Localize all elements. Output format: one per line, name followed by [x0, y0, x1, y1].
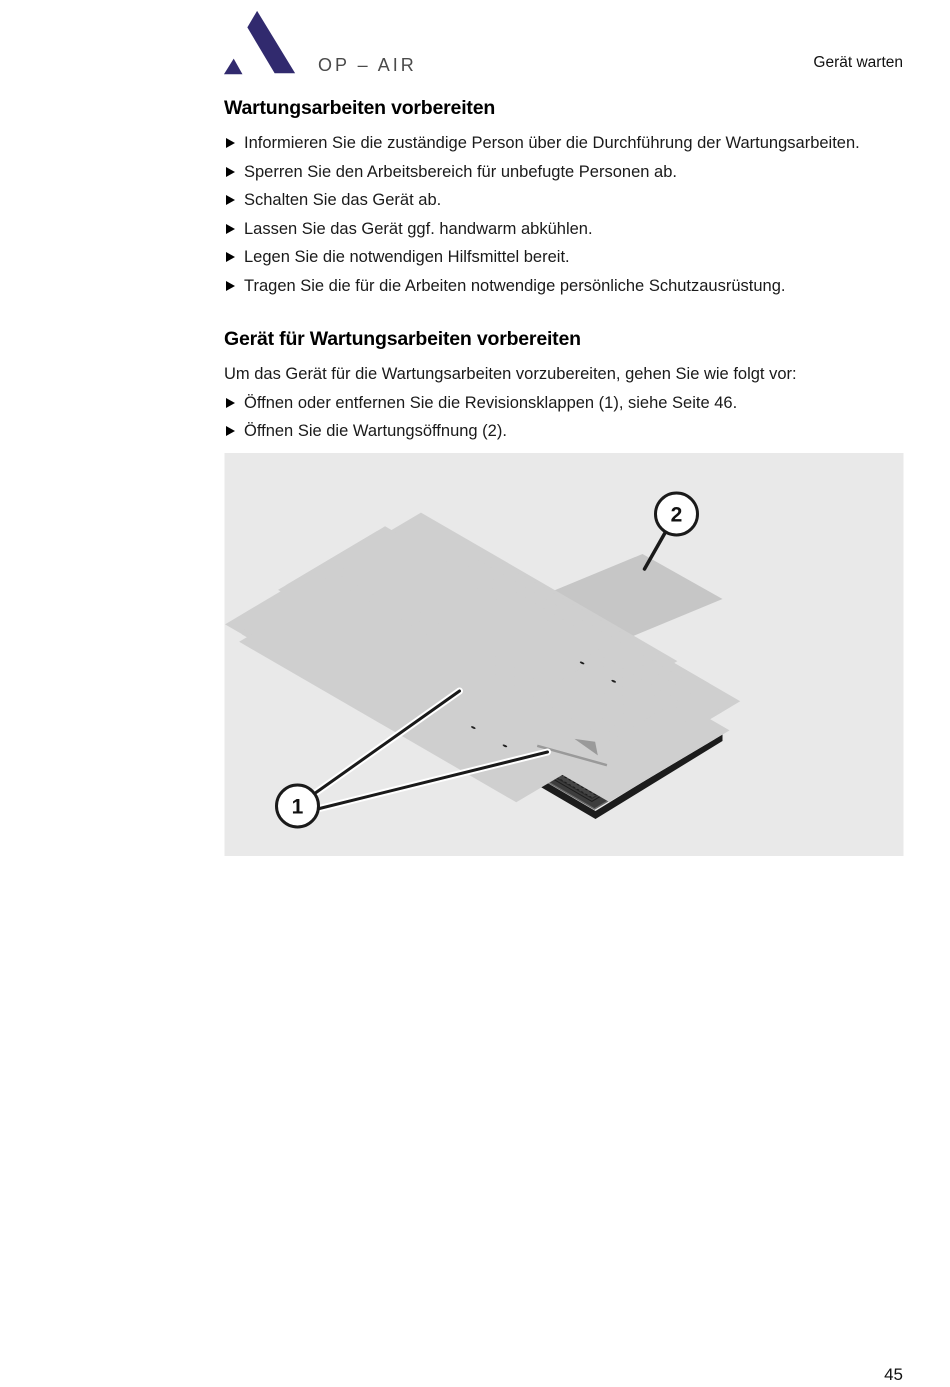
callout-1-label: 1 — [291, 795, 304, 818]
device-illustration — [224, 453, 904, 856]
step-text: Legen Sie die notwendigen Hilfsmittel bereit. — [244, 248, 570, 266]
step-text: Tragen Sie die für die Arbeiten notwendige persönliche Schutzausrüstung. — [244, 276, 786, 295]
step-text: Öffnen Sie die Wartungsöffnung (2). — [244, 422, 507, 440]
list-item — [224, 215, 904, 244]
bullet-triangle-icon — [226, 281, 235, 291]
list-item — [224, 129, 904, 158]
running-head: Gerät warten — [813, 54, 903, 71]
bullet-triangle-icon — [226, 426, 235, 436]
bullet-triangle-icon — [226, 167, 235, 177]
bullet-triangle-icon — [226, 252, 235, 262]
list-item — [224, 186, 904, 215]
bullet-triangle-icon — [226, 224, 235, 234]
section-2-steps — [224, 389, 904, 446]
list-item — [224, 272, 904, 301]
callout-2-label: 2 — [670, 503, 683, 526]
section-1-steps — [224, 129, 904, 300]
list-item — [224, 243, 904, 272]
step-text: Informieren Sie die zuständige Person über die Durchführung der Wartungsarbeiten. — [244, 134, 860, 152]
callout-2 — [656, 493, 698, 535]
brand-logo-icon — [222, 8, 300, 78]
logo-triangle-shape — [224, 59, 243, 75]
bullet-triangle-icon — [226, 138, 235, 148]
brand-name: OP – AIR — [318, 55, 417, 75]
logo-stroke-shape — [247, 11, 295, 73]
list-item — [224, 389, 904, 418]
section-1-title: Wartungsarbeiten vorbereiten — [224, 97, 496, 119]
step-text: Schalten Sie das Gerät ab. — [244, 191, 442, 209]
brand — [222, 8, 417, 78]
page-header — [222, 6, 903, 78]
vent-slats — [360, 593, 618, 744]
step-text: Lassen Sie das Gerät ggf. handwarm abkühlen. — [244, 219, 593, 238]
bullet-triangle-icon — [226, 398, 235, 408]
list-item — [224, 417, 904, 446]
page-content — [224, 96, 904, 856]
step-text: Öffnen oder entfernen Sie die Revisionsklappen (1), siehe Seite 46. — [244, 393, 738, 412]
bullet-triangle-icon — [226, 195, 235, 205]
callout-1 — [277, 785, 319, 827]
section-2-title: Gerät für Wartungsarbeiten vorbereiten — [224, 328, 581, 350]
page-number: 45 — [884, 1365, 903, 1384]
step-text: Sperren Sie den Arbeitsbereich für unbefugte Personen ab. — [244, 162, 677, 181]
list-item — [224, 158, 904, 187]
section-2-intro: Um das Gerät für die Wartungsarbeiten vorzubereiten, gehen Sie wie folgt vor: — [224, 365, 797, 383]
device-illustration-svg — [224, 453, 904, 856]
